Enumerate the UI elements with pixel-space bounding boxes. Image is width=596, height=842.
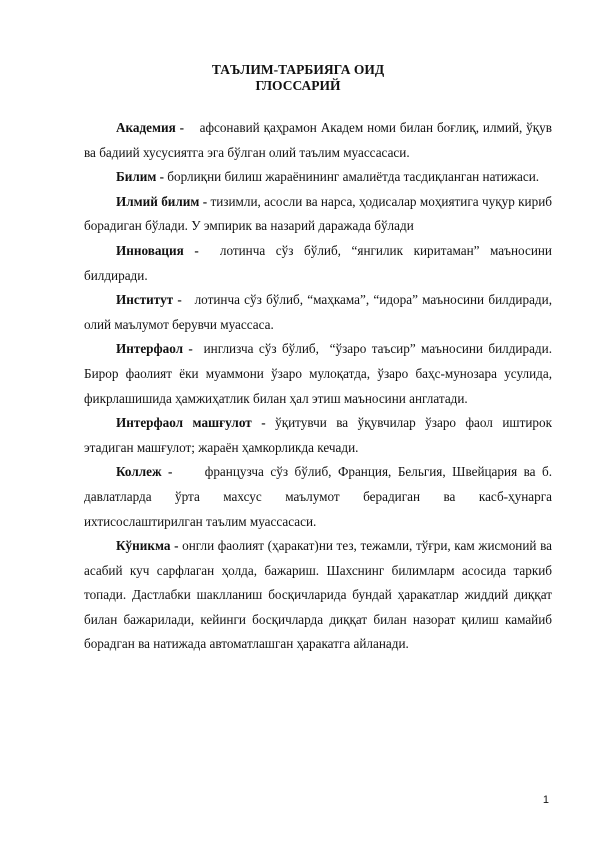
glossary-definition: французча сўз бўлиб, Франция, Бельгия, Швейцария ва б. давлатларда ўрта махсус маълумот берадиган ва касб-ҳунарга ихтисослаштирилган таълим муассасаси. [84,464,556,529]
glossary-term: Инновация - [116,242,199,258]
glossary-definition: инглизча сўз бўлиб, “ўзаро таъсир” маъносини билдиради. Бирор фаолият ёки муаммони ўзаро мулоқатда, ўзаро баҳс-мунозара усулида, фикрлашишида ҳамжиҳатлик билан ҳал этиш маъносини англатади. [84,341,556,406]
glossary-definition: лотинча сўз бўлиб, “маҳкама”, “идора” маъносини билдиради, олий маълумот берувчи муассаса. [84,292,559,332]
glossary-entry [84,116,556,165]
document-title-line2: ГЛОССАРИЙ [255,78,341,93]
glossary-entry [84,337,556,411]
glossary-entry [84,460,556,534]
glossary-body [84,116,559,657]
glossary-entry [84,534,556,657]
glossary-term: Интерфаол - [116,341,193,357]
glossary-entry [84,288,559,337]
document-title-line1: ТАЪЛИМ-ТАРБИЯГА ОИД [211,62,385,77]
glossary-entry [84,239,556,288]
glossary-term: Коллеж - [116,464,173,480]
glossary-definition: лотинча сўз бўлиб, “янгилик киритаман” маъносини билдиради. [84,242,556,283]
glossary-entry [84,190,556,239]
glossary-entry [84,165,552,190]
page-number: 1 [542,794,549,806]
glossary-term: Илмий билим - [116,193,208,209]
glossary-term: Кўникма - [116,538,179,554]
glossary-entry [84,411,556,460]
glossary-definition: борлиқни билиш жараёнининг амалиётда тасдиқланган натижаси. [164,169,540,185]
glossary-definition: ўқитувчи ва ўқувчилар ўзаро фаол иштирок этадиган машғулот; жараён ҳамкорликда кечади. [84,415,556,455]
glossary-definition: онгли фаолият (ҳаракат)ни тез, тежамли, тўғри, кам жисмоний ва асабий куч сарфлаган ҳолда, бажариш. Шахснинг билимларм асосида таркиб топади. Дастлабки шаклланиш босқичларида бундай ҳаракатлар жиддий диққат билан бажарилади, кейинги босқичларда диққат билан назорат қилиш камайиб борадган ва натижада автоматлашган ҳаракатга айланади. [84,538,556,652]
glossary-term: Билим - [116,169,164,185]
glossary-term: Академия - [116,120,185,135]
glossary-term: Интерфаол машғулот - [116,415,266,431]
glossary-definition: тизимли, асосли ва нарса, ҳодисалар моҳиятига чуқур кириб борадиган бўлади. У эмпирик ва назарий даражада бўлади [84,193,556,234]
glossary-definition: афсонавий қаҳрамон Академ номи билан боғлиқ, илмий, ўқув ва бадиий хусусиятга эга бўлган олий таълим муассасаси. [84,120,556,160]
glossary-term: Институт - [116,292,182,308]
